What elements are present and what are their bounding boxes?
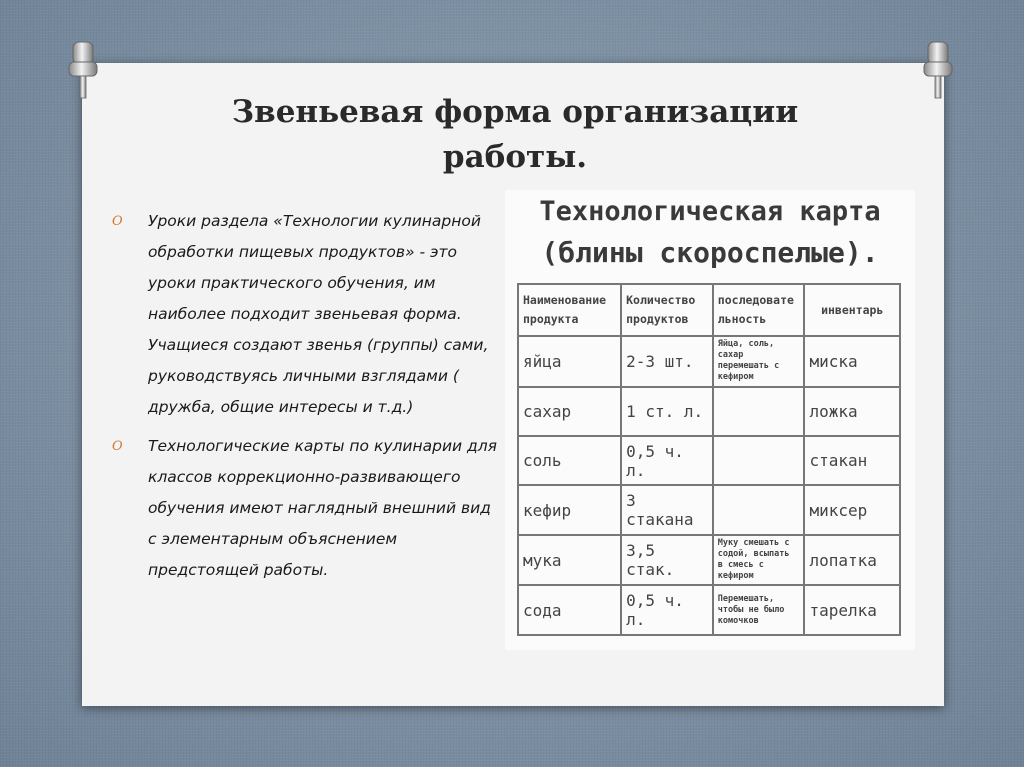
slide-title bbox=[180, 90, 850, 180]
bullet-marker-icon: O bbox=[112, 439, 123, 454]
table-cell: ложка bbox=[804, 387, 900, 436]
pushpin-icon bbox=[921, 40, 955, 102]
column-header: Наименование продукта bbox=[518, 284, 621, 336]
table-row bbox=[518, 485, 900, 534]
column-header: Количество продуктов bbox=[621, 284, 713, 336]
table-cell: тарелка bbox=[804, 585, 900, 635]
table-header-row bbox=[518, 284, 900, 336]
tech-card-image bbox=[505, 190, 915, 650]
table-cell: сахар bbox=[518, 387, 621, 436]
table-cell: миска bbox=[804, 336, 900, 387]
bullet-text: Уроки раздела «Технологии кулинарной обработки пищевых продуктов» - это уроки практического обучения, им наиболее подходит звеньевая форма. Учащиеся создают звенья (группы) сами, руководствуясь личными взглядами ( дружба, общие интересы и т.д.) bbox=[148, 212, 489, 416]
bullet-text: Технологические карты по кулинарии для классов коррекционно-развивающего обучения имеют наглядный внешний вид с элементарным объяснением предстоящей работы. bbox=[148, 437, 497, 579]
bullet-list bbox=[112, 206, 497, 594]
table-cell: миксер bbox=[804, 485, 900, 534]
bullet-item bbox=[112, 431, 497, 586]
table-cell bbox=[713, 387, 805, 436]
pushpin-icon bbox=[66, 40, 100, 102]
table-cell: Перемешать, чтобы не было комочков bbox=[713, 585, 805, 635]
table-row bbox=[518, 336, 900, 387]
table-cell: яйца bbox=[518, 336, 621, 387]
table-cell: 0,5 ч. л. bbox=[621, 436, 713, 485]
column-header: инвентарь bbox=[804, 284, 900, 336]
bullet-item bbox=[112, 206, 497, 423]
table-cell: 3,5 стак. bbox=[621, 535, 713, 586]
table-cell: кефир bbox=[518, 485, 621, 534]
table-cell: 0,5 ч. л. bbox=[621, 585, 713, 635]
table-cell: мука bbox=[518, 535, 621, 586]
slide-title-line2: работы. bbox=[442, 139, 588, 175]
table-cell: лопатка bbox=[804, 535, 900, 586]
table-cell: соль bbox=[518, 436, 621, 485]
slide-title-line1: Звеньевая форма организации bbox=[231, 94, 799, 130]
table-cell: Муку смешать с содой, всыпать в смесь с кефиром bbox=[713, 535, 805, 586]
tech-card-subtitle: (блины скороспелые). bbox=[541, 236, 879, 269]
table-cell bbox=[713, 436, 805, 485]
table-cell: 2-3 шт. bbox=[621, 336, 713, 387]
table-cell: стакан bbox=[804, 436, 900, 485]
table-row bbox=[518, 585, 900, 635]
table-cell: 1 ст. л. bbox=[621, 387, 713, 436]
bullet-marker-icon: O bbox=[112, 214, 123, 229]
table-row bbox=[518, 535, 900, 586]
table-row bbox=[518, 436, 900, 485]
table-cell: Яйца, соль, сахар перемешать с кефиром bbox=[713, 336, 805, 387]
table-row bbox=[518, 387, 900, 436]
table-cell: сода bbox=[518, 585, 621, 635]
tech-card-title: Технологическая карта bbox=[539, 196, 881, 227]
tech-card-table bbox=[517, 283, 901, 636]
table-cell: 3 стакана bbox=[621, 485, 713, 534]
column-header: последовате льность bbox=[713, 284, 805, 336]
table-cell bbox=[713, 485, 805, 534]
